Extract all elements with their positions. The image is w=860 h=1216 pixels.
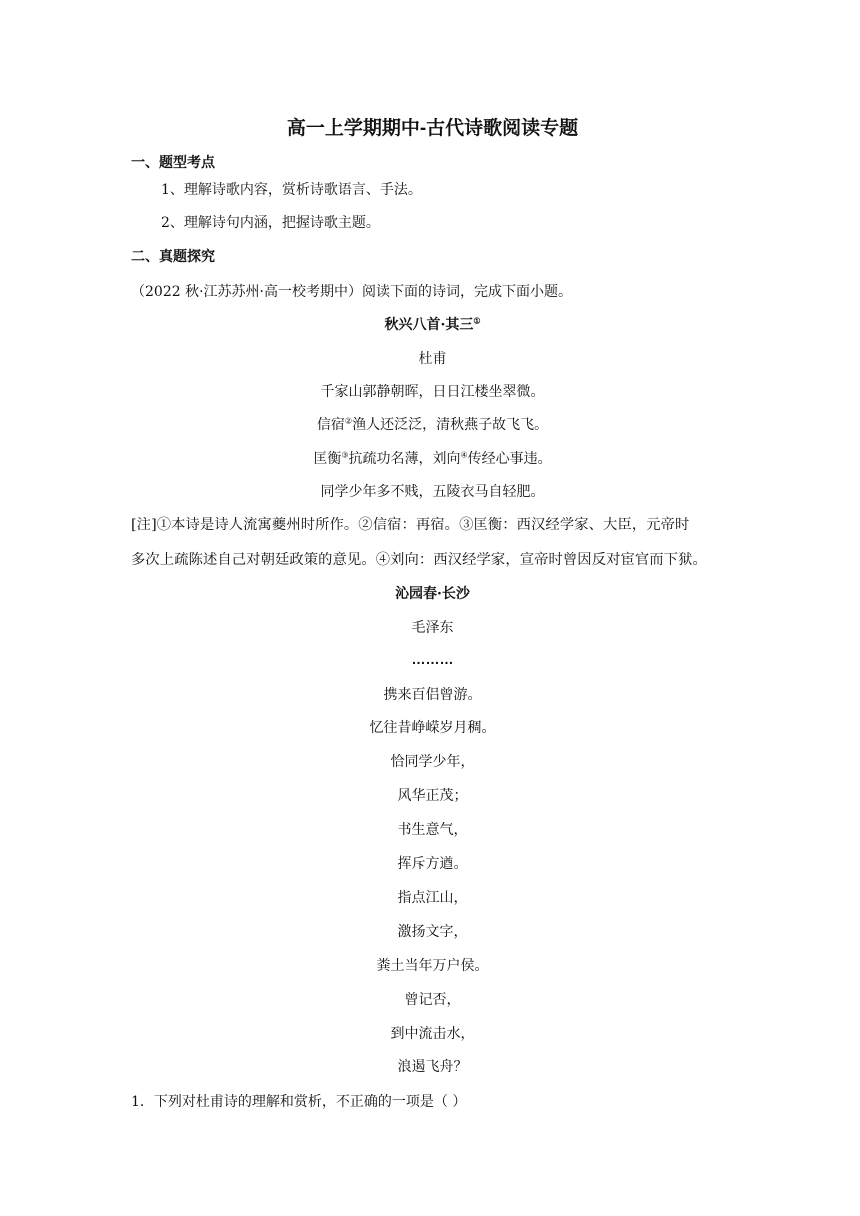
poem2-ellipsis: ……… xyxy=(411,651,454,667)
poem1-line: 千家山郭静朝晖，日日江楼坐翠微。 xyxy=(320,384,545,400)
poem1-author: 杜甫 xyxy=(418,351,447,367)
poem2-line: 浪遏飞舟？ xyxy=(397,1059,468,1075)
poem2-line: 恰同学少年， xyxy=(390,754,475,770)
poem2-line: 风华正茂； xyxy=(397,788,468,804)
poem2-line: 书生意气， xyxy=(397,822,468,838)
section-heading-real-questions: 二、真题探究 xyxy=(131,248,215,264)
section-heading-exam-points: 一、题型考点 xyxy=(131,154,215,170)
poem2-line: 粪土当年万户侯。 xyxy=(376,958,489,974)
poem2-author: 毛泽东 xyxy=(411,620,454,636)
poem2-line: 携来百侣曾游。 xyxy=(383,687,482,703)
poem2-line: 指点江山， xyxy=(397,890,468,906)
poem2-line: 到中流击水， xyxy=(390,1026,475,1042)
poem2-line: 曾记否， xyxy=(404,992,461,1008)
poem1-line: 同学少年多不贱，五陵衣马自轻肥。 xyxy=(320,484,545,500)
poem2-line: 激扬文字， xyxy=(397,924,468,940)
poem1-note-line-2: 多次上疏陈述自己对朝廷政策的意见。④刘向：西汉经学家，宣帝时曾因反对宦官而下狱。 xyxy=(131,552,707,568)
poem1-note-line-1: [注]①本诗是诗人流寓夔州时所作。②信宿：再宿。③匡衡：西汉经学家、大臣，元帝时 xyxy=(131,517,690,533)
question-1: 1．下列对杜甫诗的理解和赏析，不正确的一项是（ ） xyxy=(131,1094,467,1110)
page-title: 高一上学期期中-古代诗歌阅读专题 xyxy=(286,118,579,139)
poem2-title: 沁园春·长沙 xyxy=(395,586,470,602)
poem2-line: 忆往昔峥嵘岁月稠。 xyxy=(369,720,496,736)
poem2-line: 挥斥方遒。 xyxy=(397,856,468,872)
poem1-line: 信宿②渔人还泛泛，清秋燕子故飞飞。 xyxy=(316,416,549,433)
poem1-title: 秋兴八首·其三① xyxy=(384,315,481,333)
poem1-line: 匡衡③抗疏功名薄，刘向④传经心事违。 xyxy=(313,450,552,467)
question-source: （2022 秋·江苏苏州·高一校考期中）阅读下面的诗词，完成下面小题。 xyxy=(131,284,572,300)
exam-point-1: 1、理解诗歌内容，赏析诗歌语言、手法。 xyxy=(161,182,422,198)
exam-point-2: 2、理解诗句内涵，把握诗歌主题。 xyxy=(161,215,380,231)
